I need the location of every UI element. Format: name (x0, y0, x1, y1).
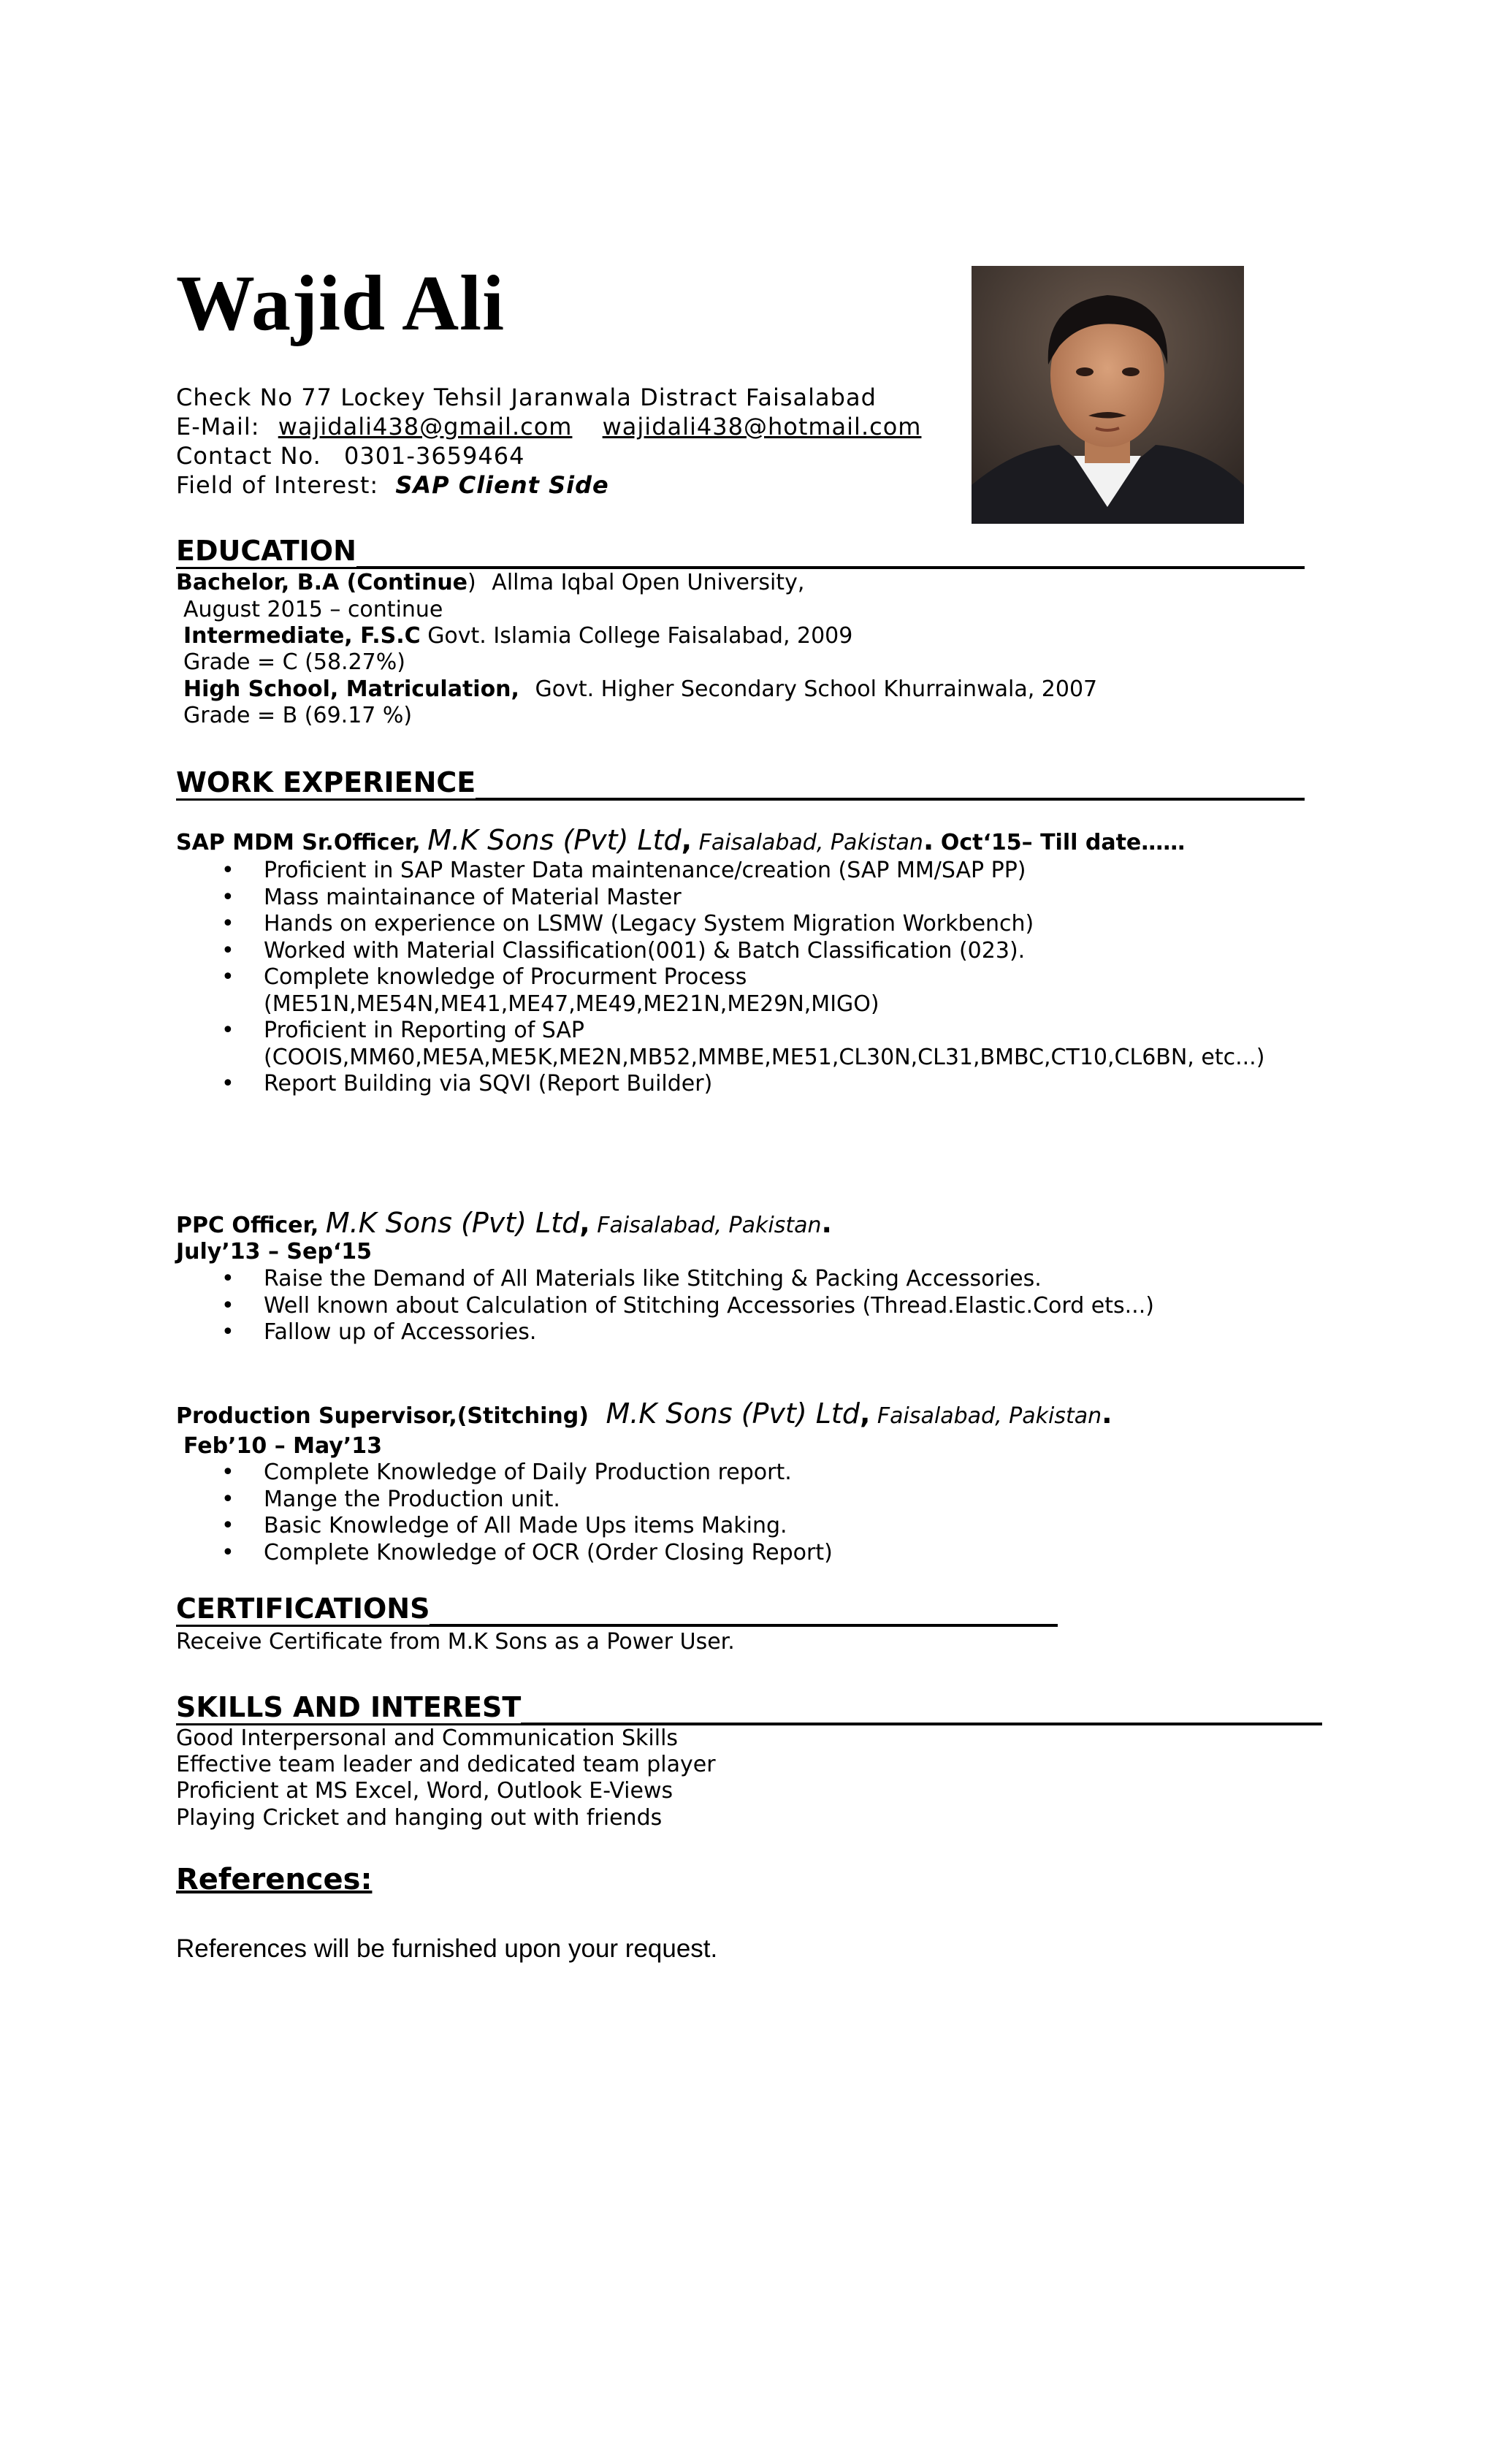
contact-label: Contact No. (176, 442, 321, 470)
skills-heading (176, 1693, 1322, 1725)
address-line: Check No 77 Lockey Tehsil Jaranwala Distract Faisalabad (176, 384, 877, 411)
list-item-text: Complete knowledge of Procurment Process (264, 964, 747, 990)
references-heading: References: (176, 1863, 373, 1896)
job1-header (176, 824, 1186, 856)
job3-bullets (176, 1460, 833, 1566)
list-item (176, 964, 1264, 1018)
education-heading (176, 537, 1305, 569)
certifications-heading (176, 1595, 1058, 1627)
list-item: • Complete Knowledge of Daily Production report. (176, 1460, 833, 1487)
job1-title: SAP MDM Sr.Officer, (176, 830, 421, 855)
job2-header (176, 1207, 832, 1239)
skill-item: Proficient at MS Excel, Word, Outlook E-Views (176, 1778, 673, 1804)
education-high-school (183, 676, 1097, 703)
intermediate-school: Govt. Islamia College Faisalabad, 2009 (427, 623, 853, 649)
job3-dates: Feb’10 – May’13 (183, 1433, 383, 1459)
list-item: • Mass maintainance of Material Master (176, 885, 1264, 912)
job2-dot: . (821, 1207, 832, 1239)
job2-location: Faisalabad, Pakistan (597, 1213, 822, 1238)
bachelor-paren: ) (468, 570, 476, 595)
list-item: • Mange the Production unit. (176, 1487, 833, 1514)
bachelor-title: Bachelor, B.A (Continue (176, 570, 468, 595)
job3-company: M.K Sons (Pvt) Ltd (606, 1397, 860, 1430)
high-school-grade: Grade = B (69.17 %) (183, 703, 413, 728)
intermediate-title: Intermediate, F.S.C (183, 623, 421, 649)
list-item: • Well known about Calculation of Stitching Accessories (Thread.Elastic.Cord ets...) (176, 1293, 1154, 1320)
candidate-name: Wajid Ali (176, 260, 505, 347)
profile-photo (972, 266, 1244, 524)
intermediate-grade: Grade = C (58.27%) (183, 649, 405, 675)
bachelor-dates: August 2015 – continue (183, 597, 443, 622)
interest-label: Field of Interest: (176, 471, 379, 499)
job3-comma: , (859, 1397, 871, 1430)
list-item: • Proficient in SAP Master Data maintenance/creation (SAP MM/SAP PP) (176, 858, 1264, 885)
education-heading-text: EDUCATION (176, 535, 356, 567)
skill-item: Playing Cricket and hanging out with friends (176, 1805, 663, 1831)
interest-value: SAP Client Side (395, 471, 609, 499)
job1-location: Faisalabad, Pakistan (698, 830, 923, 855)
job1-company: M.K Sons (Pvt) Ltd (427, 824, 682, 856)
bachelor-school: Allma Iqbal Open University, (492, 570, 805, 595)
job1-dot: . (923, 824, 934, 856)
job1-dates: Oct‘15– Till date…… (940, 830, 1186, 855)
education-intermediate (183, 623, 852, 649)
email-link-gmail[interactable]: wajidali438@gmail.com (278, 413, 573, 440)
job2-title: PPC Officer, (176, 1213, 319, 1238)
high-school-title: High School, Matriculation, (183, 676, 519, 702)
certifications-heading-text: CERTIFICATIONS (176, 1593, 430, 1625)
job2-company: M.K Sons (Pvt) Ltd (325, 1207, 580, 1239)
list-item-continuation: (COOIS,MM60,ME5A,ME5K,ME2N,MB52,MMBE,ME51,CL30N,CL31,BMBC,CT10,CL6BN, etc...) (264, 1044, 1265, 1070)
email-label: E-Mail: (176, 413, 260, 440)
list-item-continuation: (ME51N,ME54N,ME41,ME47,ME49,ME21N,ME29N,MIGO) (264, 991, 879, 1017)
profile-photo-illustration (972, 266, 1244, 524)
job2-dates: July’13 – Sep‘15 (176, 1239, 372, 1265)
work-experience-heading (176, 768, 1305, 801)
skills-heading-text: SKILLS AND INTEREST (176, 1691, 522, 1723)
job1-comma: , (681, 824, 692, 856)
contact-line (176, 441, 524, 470)
job1-bullets (176, 858, 1264, 1098)
job3-location: Faisalabad, Pakistan (877, 1403, 1102, 1429)
list-item-text: Proficient in Reporting of SAP (264, 1018, 585, 1043)
job2-comma: , (579, 1207, 590, 1239)
list-item: • Basic Knowledge of All Made Ups items Making. (176, 1513, 833, 1540)
interest-line (176, 470, 609, 500)
list-item: • Report Building via SQVI (Report Builder) (176, 1071, 1264, 1098)
list-item: • Fallow up of Accessories. (176, 1319, 1154, 1346)
email-line (176, 412, 921, 441)
job3-dot: . (1102, 1397, 1113, 1430)
list-item: • Complete Knowledge of OCR (Order Closing Report) (176, 1540, 833, 1567)
skill-item: Good Interpersonal and Communication Skills (176, 1725, 679, 1751)
job2-bullets (176, 1266, 1154, 1346)
high-school-school: Govt. Higher Secondary School Khurrainwala, 2007 (535, 676, 1098, 702)
contact-number: 0301-3659464 (343, 442, 525, 470)
work-experience-heading-text: WORK EXPERIENCE (176, 766, 476, 798)
certification-text: Receive Certificate from M.K Sons as a Power User. (176, 1629, 735, 1655)
list-item: • Hands on experience on LSMW (Legacy System Migration Workbench) (176, 911, 1264, 938)
email-link-hotmail[interactable]: wajidali438@hotmail.com (602, 413, 922, 440)
job3-title: Production Supervisor,(Stitching) (176, 1403, 589, 1429)
job3-header (176, 1397, 1113, 1430)
education-bachelor (176, 570, 804, 596)
list-item: • Worked with Material Classification(001) & Batch Classification (023). (176, 938, 1264, 965)
references-text: References will be furnished upon your request. (176, 1934, 718, 1963)
list-item: • Raise the Demand of All Materials like Stitching & Packing Accessories. (176, 1266, 1154, 1293)
list-item (176, 1018, 1264, 1071)
skill-item: Effective team leader and dedicated team player (176, 1752, 716, 1777)
